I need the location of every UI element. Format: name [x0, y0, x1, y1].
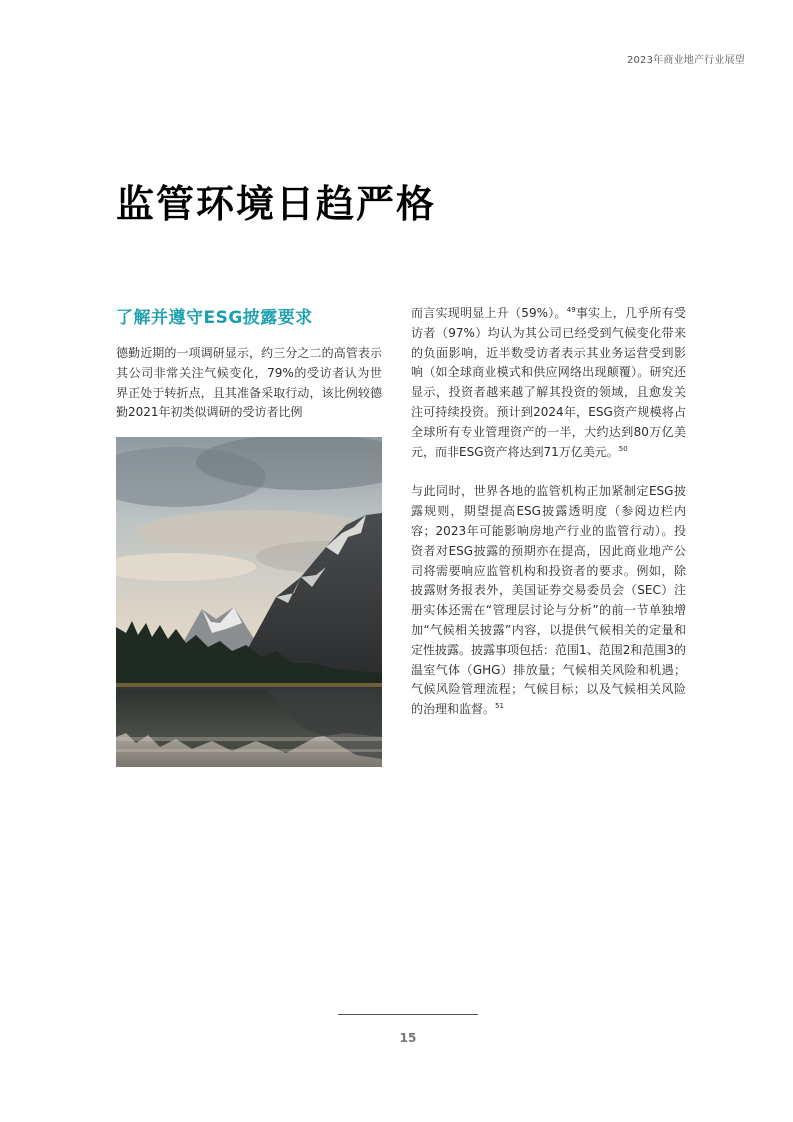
- footer-rule: [338, 1014, 478, 1015]
- footnote-ref-51: 51: [495, 702, 504, 711]
- paragraph-text: 而言实现明显上升（59%）。: [411, 306, 567, 320]
- mountain-lake-photo: [116, 437, 382, 767]
- paragraph-text: 与此同时，世界各地的监管机构正加紧制定ESG披露规则，期望提高ESG披露透明度（参阅边栏内容；2023年可能影响房地产行业的监管行动）。投资者对ESG披露的预期亦在提高，因此商业地产公司将需要响应监管机构和投资者的要求。例如，除披露财务报表外，美国证券交易委员会（SEC）注册实体还需在“管理层讨论与分析”的前一节单独增加“气候相关披露”内容，以提供气候相关的定量和定性披露。披露事项包括：范围1、范围2和范围3的温室气体（GHG）排放量；气候相关风险和机遇；气候风险管理流程；气候目标；以及气候相关风险的治理和监督。: [411, 484, 686, 717]
- footnote-ref-49: 49: [566, 306, 576, 314]
- body-paragraph-right-2: [411, 482, 686, 720]
- body-paragraph-left: 德勤近期的一项调研显示，约三分之二的高管表示其公司非常关注气候变化，79%的受访者认为世界正处于转折点，且其准备采取行动，该比例较德勤2021年初类似调研的受访者比例: [116, 346, 382, 420]
- paragraph-text: 事实上，几乎所有受访者（97%）均认为其公司已经受到气候变化带来的负面影响，近半数受访者表示其业务运营受到影响（如全球商业模式和供应网络出现颠覆）。研究还显示，投资者越来越了解其投资的领域，且愈发关注可持续投资。预计到2024年，ESG资产规模将占全球所有专业管理资产的一半，大约达到80万亿美元，而非ESG资产将达到71万亿美元。: [411, 306, 686, 459]
- footnote-ref-50: 50: [618, 444, 628, 453]
- running-header: 2023年商业地产行业展望: [626, 55, 745, 66]
- body-paragraph-right-1: [411, 304, 686, 462]
- right-column: [411, 304, 686, 720]
- page-title: 监管环境日趋严格: [116, 182, 437, 226]
- section-heading: 了解并遵守ESG披露要求: [116, 308, 313, 328]
- page-number: 15: [399, 1031, 417, 1045]
